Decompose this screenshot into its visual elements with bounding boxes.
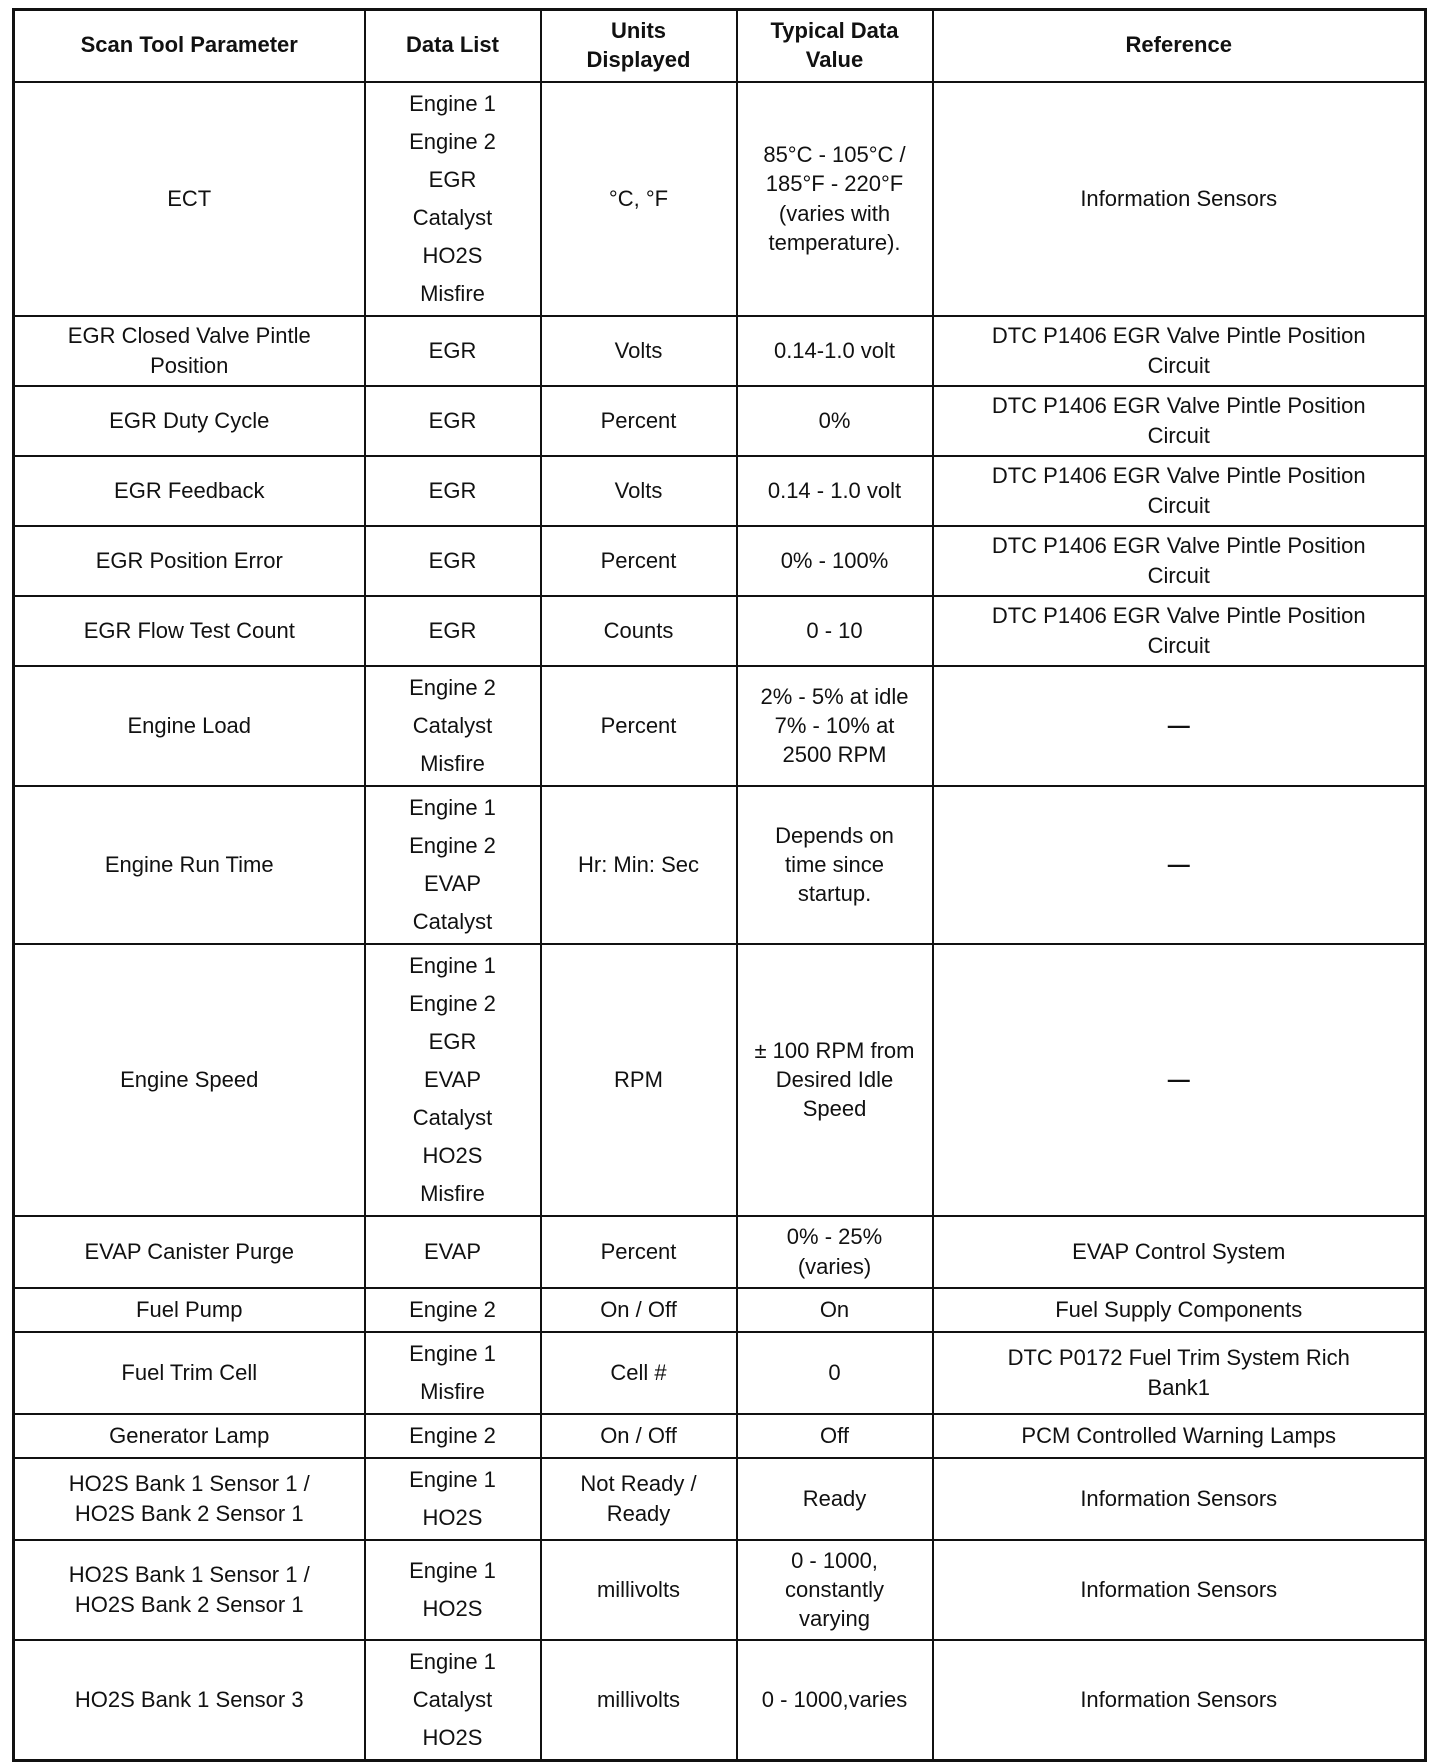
cell-data-list <box>365 944 541 1216</box>
data-list-item: Engine 2 <box>409 1422 496 1448</box>
table-row <box>14 596 1426 666</box>
cell-data-list <box>365 386 541 456</box>
cell-typical-value: 2% - 5% at idle 7% - 10% at 2500 RPM <box>737 666 933 786</box>
cell-parameter: ECT <box>14 82 365 316</box>
data-list-item: Engine 2 <box>409 1296 496 1322</box>
data-list-item: Misfire <box>420 280 485 306</box>
cell-units: Volts <box>541 316 737 386</box>
table-row <box>14 1458 1426 1540</box>
cell-reference: — <box>933 666 1426 786</box>
data-list-item: Catalyst <box>412 1686 493 1712</box>
cell-reference: Information Sensors <box>933 82 1426 316</box>
cell-typical-value: 85°C - 105°C / 185°F - 220°F (varies with temperature). <box>737 82 933 316</box>
cell-reference: — <box>933 944 1426 1216</box>
data-list-item: Misfire <box>420 750 485 776</box>
table-row <box>14 666 1426 786</box>
cell-parameter: EVAP Canister Purge <box>14 1216 365 1288</box>
data-list-item: EGR <box>428 1028 477 1054</box>
data-list-item: Catalyst <box>412 908 493 934</box>
data-list-item: EVAP <box>423 1066 482 1092</box>
table-row <box>14 456 1426 526</box>
data-list-item: Misfire <box>420 1180 485 1206</box>
cell-parameter: EGR Position Error <box>14 526 365 596</box>
cell-units: Cell # <box>541 1332 737 1414</box>
data-list-item: HO2S <box>422 1142 483 1168</box>
cell-reference: DTC P1406 EGR Valve Pintle Position Circuit <box>933 386 1426 456</box>
cell-typical-value: ± 100 RPM from Desired Idle Speed <box>737 944 933 1216</box>
data-list-item: EVAP <box>423 1238 482 1264</box>
data-list-item: EVAP <box>423 870 482 896</box>
cell-reference: DTC P1406 EGR Valve Pintle Position Circuit <box>933 596 1426 666</box>
cell-typical-value: 0 - 10 <box>737 596 933 666</box>
data-list-item: Engine 1 <box>409 1557 496 1583</box>
data-list-item: Catalyst <box>412 204 493 230</box>
data-list-item: EGR <box>428 547 477 573</box>
cell-data-list <box>365 82 541 316</box>
cell-parameter: EGR Feedback <box>14 456 365 526</box>
cell-parameter: EGR Closed Valve Pintle Position <box>14 316 365 386</box>
table-row <box>14 786 1426 944</box>
table-row <box>14 316 1426 386</box>
cell-typical-value: 0 <box>737 1332 933 1414</box>
cell-reference: PCM Controlled Warning Lamps <box>933 1414 1426 1458</box>
cell-data-list <box>365 1414 541 1458</box>
cell-data-list <box>365 1540 541 1640</box>
cell-reference: Information Sensors <box>933 1540 1426 1640</box>
cell-units: Volts <box>541 456 737 526</box>
table-row <box>14 1540 1426 1640</box>
column-header-reference: Reference <box>933 10 1426 82</box>
cell-parameter: Fuel Trim Cell <box>14 1332 365 1414</box>
cell-units: On / Off <box>541 1288 737 1332</box>
table-row <box>14 1216 1426 1288</box>
data-list-item: Engine 1 <box>409 1340 496 1366</box>
cell-data-list <box>365 456 541 526</box>
cell-units: Percent <box>541 526 737 596</box>
data-list-item: Engine 2 <box>409 990 496 1016</box>
column-header-data-list: Data List <box>365 10 541 82</box>
data-list-item: HO2S <box>422 1595 483 1621</box>
cell-units: Not Ready / Ready <box>541 1458 737 1540</box>
cell-data-list <box>365 786 541 944</box>
cell-units: millivolts <box>541 1640 737 1761</box>
data-list-item: HO2S <box>422 1504 483 1530</box>
cell-units: millivolts <box>541 1540 737 1640</box>
cell-typical-value: On <box>737 1288 933 1332</box>
cell-reference: EVAP Control System <box>933 1216 1426 1288</box>
cell-data-list <box>365 526 541 596</box>
cell-units: Counts <box>541 596 737 666</box>
data-list-item: HO2S <box>422 242 483 268</box>
cell-parameter: Generator Lamp <box>14 1414 365 1458</box>
cell-parameter: HO2S Bank 1 Sensor 1 / HO2S Bank 2 Sensor 1 <box>14 1540 365 1640</box>
cell-reference: DTC P0172 Fuel Trim System Rich Bank1 <box>933 1332 1426 1414</box>
cell-parameter: HO2S Bank 1 Sensor 1 / HO2S Bank 2 Sensor 1 <box>14 1458 365 1540</box>
data-list-item: Engine 1 <box>409 794 496 820</box>
data-list-item: Engine 1 <box>409 1648 496 1674</box>
column-header-units: Units Displayed <box>541 10 737 82</box>
cell-reference: Information Sensors <box>933 1640 1426 1761</box>
cell-reference: Fuel Supply Components <box>933 1288 1426 1332</box>
cell-units: Percent <box>541 1216 737 1288</box>
table-row <box>14 1288 1426 1332</box>
cell-typical-value: 0% - 100% <box>737 526 933 596</box>
data-list-item: Engine 2 <box>409 832 496 858</box>
data-list-item: HO2S <box>422 1724 483 1750</box>
table-row <box>14 386 1426 456</box>
table-row <box>14 82 1426 316</box>
cell-reference: DTC P1406 EGR Valve Pintle Position Circuit <box>933 526 1426 596</box>
cell-parameter: Engine Speed <box>14 944 365 1216</box>
table-body <box>14 82 1426 1761</box>
data-list-item: Catalyst <box>412 1104 493 1130</box>
scan-tool-data-table <box>12 8 1427 1762</box>
data-list-item: Engine 1 <box>409 952 496 978</box>
cell-units: On / Off <box>541 1414 737 1458</box>
cell-data-list <box>365 1288 541 1332</box>
cell-units: Percent <box>541 386 737 456</box>
cell-data-list <box>365 1332 541 1414</box>
table-row <box>14 944 1426 1216</box>
cell-parameter: Engine Run Time <box>14 786 365 944</box>
data-list-item: Engine 1 <box>409 90 496 116</box>
column-header-typical-value: Typical Data Value <box>737 10 933 82</box>
data-list-item: EGR <box>428 477 477 503</box>
cell-data-list <box>365 1216 541 1288</box>
table-row <box>14 1414 1426 1458</box>
cell-typical-value: Depends on time since startup. <box>737 786 933 944</box>
document <box>12 8 1424 1762</box>
data-list-item: Engine 1 <box>409 1466 496 1492</box>
data-list-item: EGR <box>428 337 477 363</box>
cell-typical-value: 0.14-1.0 volt <box>737 316 933 386</box>
cell-data-list <box>365 596 541 666</box>
cell-reference: DTC P1406 EGR Valve Pintle Position Circuit <box>933 316 1426 386</box>
cell-parameter: EGR Duty Cycle <box>14 386 365 456</box>
cell-parameter: Fuel Pump <box>14 1288 365 1332</box>
cell-parameter: EGR Flow Test Count <box>14 596 365 666</box>
data-list-item: EGR <box>428 617 477 643</box>
cell-typical-value: 0% - 25% (varies) <box>737 1216 933 1288</box>
cell-reference: — <box>933 786 1426 944</box>
cell-data-list <box>365 1458 541 1540</box>
cell-units: °C, °F <box>541 82 737 316</box>
cell-parameter: Engine Load <box>14 666 365 786</box>
cell-data-list <box>365 316 541 386</box>
cell-typical-value: Ready <box>737 1458 933 1540</box>
table-header-row <box>14 10 1426 82</box>
cell-units: Percent <box>541 666 737 786</box>
column-header-parameter: Scan Tool Parameter <box>14 10 365 82</box>
cell-data-list <box>365 1640 541 1761</box>
data-list-item: Engine 2 <box>409 674 496 700</box>
data-list-item: Engine 2 <box>409 128 496 154</box>
cell-parameter: HO2S Bank 1 Sensor 3 <box>14 1640 365 1761</box>
data-list-item: EGR <box>428 166 477 192</box>
table-row <box>14 526 1426 596</box>
table-row <box>14 1332 1426 1414</box>
cell-reference: DTC P1406 EGR Valve Pintle Position Circuit <box>933 456 1426 526</box>
data-list-item: Misfire <box>420 1378 485 1404</box>
cell-data-list <box>365 666 541 786</box>
data-list-item: Catalyst <box>412 712 493 738</box>
cell-reference: Information Sensors <box>933 1458 1426 1540</box>
table-row <box>14 1640 1426 1761</box>
cell-typical-value: 0.14 - 1.0 volt <box>737 456 933 526</box>
cell-typical-value: 0% <box>737 386 933 456</box>
data-list-item: EGR <box>428 407 477 433</box>
cell-typical-value: Off <box>737 1414 933 1458</box>
cell-units: RPM <box>541 944 737 1216</box>
cell-typical-value: 0 - 1000, constantly varying <box>737 1540 933 1640</box>
cell-units: Hr: Min: Sec <box>541 786 737 944</box>
cell-typical-value: 0 - 1000,varies <box>737 1640 933 1761</box>
